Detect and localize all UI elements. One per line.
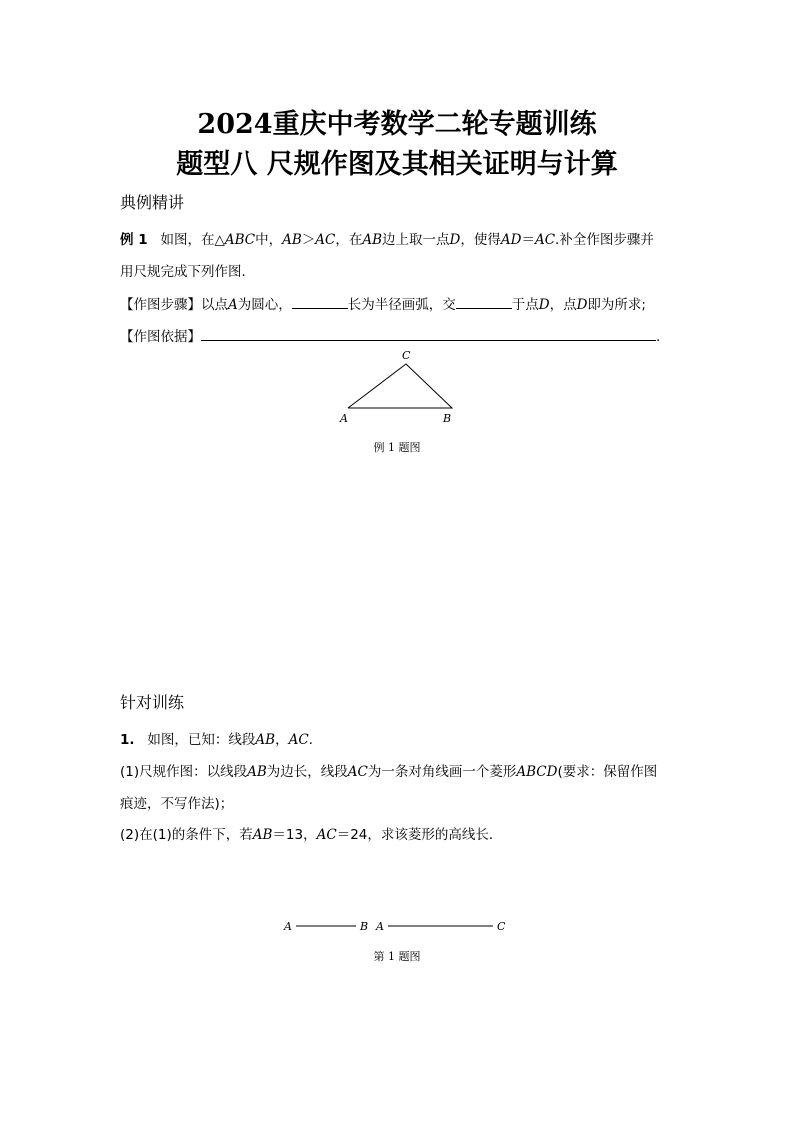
basis-label: 【作图依据】	[120, 329, 201, 345]
text: (2)在(1)的条件下，若	[120, 827, 253, 843]
document-subtitle: 题型八 尺规作图及其相关证明与计算	[176, 149, 618, 180]
question-1-line-1	[120, 728, 313, 748]
segment-ab-label-a: A	[284, 920, 292, 933]
text: (要求：保留作图	[557, 764, 658, 780]
text: 于点	[511, 297, 539, 313]
text: D	[538, 297, 550, 313]
text: 以点	[201, 297, 228, 313]
vertex-c-label: C	[402, 349, 411, 362]
example-1-line-1	[120, 228, 654, 248]
section-heading-practice: 针对训练	[120, 693, 185, 712]
segment-ab-label-b: B	[360, 920, 369, 933]
text: ＝13，	[272, 827, 317, 843]
text: AC	[347, 764, 368, 780]
document-title: 2024重庆中考数学二轮专题训练	[197, 109, 597, 140]
text: .	[308, 732, 313, 748]
text: AB	[282, 232, 302, 248]
text: 边上取一点	[382, 232, 450, 248]
text: D	[576, 297, 588, 313]
text: 中，	[255, 232, 283, 248]
text: ABCD	[516, 764, 558, 780]
text: D	[449, 232, 461, 248]
answer-blank-1[interactable]	[292, 294, 348, 309]
example-1-steps	[120, 293, 646, 313]
text: AD	[500, 232, 522, 248]
question-1-part-1-line-2: 痕迹，不写作法)；	[120, 796, 234, 812]
text: ，使得	[460, 232, 501, 248]
answer-blank-3[interactable]	[201, 326, 656, 341]
example-1-triangle-figure	[330, 345, 470, 430]
text: AC	[316, 827, 337, 843]
text: (1)尺规作图：以线段	[120, 764, 248, 780]
text: ，点	[549, 297, 577, 313]
question-1-figure-caption: 第 1 题图	[373, 950, 421, 963]
question-1-segments-figure	[280, 912, 520, 938]
answer-blank-2[interactable]	[456, 294, 512, 309]
text: 长为半径画弧，交	[347, 297, 456, 313]
vertex-b-label: B	[443, 412, 452, 425]
text: 为一条对角线画一个菱形	[367, 764, 517, 780]
text: AC	[288, 732, 309, 748]
example-1-basis	[120, 325, 660, 345]
text: 如图，在△	[160, 232, 225, 248]
text: 为圆心，	[237, 297, 292, 313]
text: ABC	[224, 232, 256, 248]
text: 如图，已知：线段	[147, 732, 256, 748]
segment-ac-label-c: C	[497, 920, 506, 933]
vertex-a-label: A	[340, 412, 348, 425]
text: AC	[534, 232, 556, 248]
section-heading-examples: 典例精讲	[120, 193, 185, 212]
text: AB	[247, 764, 267, 780]
text: AC	[315, 232, 336, 248]
steps-label: 【作图步骤】	[120, 297, 201, 313]
triangle-abc	[348, 364, 452, 408]
segment-ac-label-a: A	[376, 920, 384, 933]
example-1-line-2: 用尺规完成下列作图．	[120, 264, 255, 280]
example-1-figure-caption: 例 1 题图	[373, 441, 421, 454]
text: AB	[362, 232, 383, 248]
text: .	[656, 329, 661, 345]
text: 为边长，线段	[266, 764, 348, 780]
example-label: 例 1	[120, 232, 148, 248]
text: ＞	[301, 232, 316, 248]
text: ＝	[521, 232, 535, 248]
text: ，	[275, 732, 289, 748]
text: ＝24，求该菱形的高线长．	[336, 827, 503, 843]
text: AB	[252, 827, 273, 843]
text: AB	[255, 732, 276, 748]
text: 即为所求;	[587, 297, 646, 313]
text: .补全作图步骤并	[555, 232, 654, 248]
question-1-part-1	[120, 760, 657, 780]
question-number: 1.	[120, 732, 135, 748]
text: A	[228, 297, 238, 313]
question-1-part-2	[120, 823, 502, 843]
text: ，在	[335, 232, 363, 248]
